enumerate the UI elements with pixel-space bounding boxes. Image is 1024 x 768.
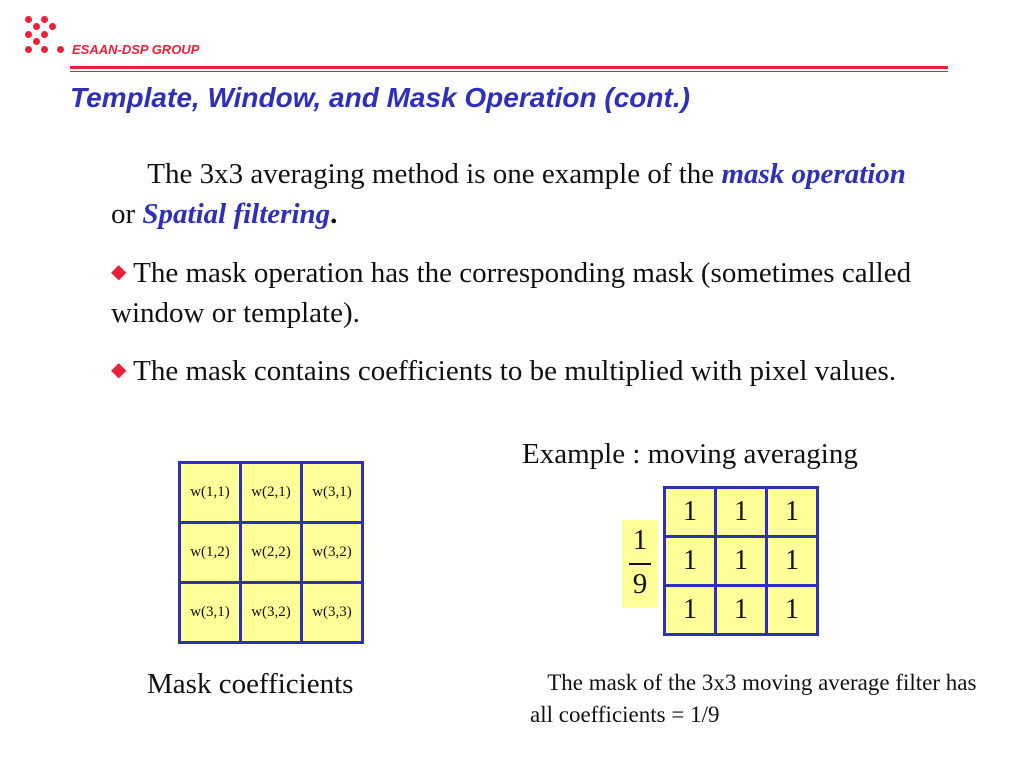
fraction-denominator: 9	[632, 568, 648, 600]
bullet-item	[111, 350, 971, 391]
term-spatial-filtering: Spatial filtering	[142, 198, 331, 230]
grid-cell: 1	[767, 537, 818, 586]
grid-row	[665, 488, 818, 537]
grid-cell: 1	[716, 488, 767, 537]
grid-cell: w(3,1)	[180, 583, 241, 643]
grid-cell: w(2,2)	[241, 523, 302, 583]
grid-cell: 1	[767, 488, 818, 537]
grid-cell: w(3,1)	[302, 463, 363, 523]
grid-cell: 1	[665, 488, 716, 537]
intro-paragraph	[111, 154, 931, 234]
red-dot-cluster-icon	[22, 16, 66, 56]
slide-title: Template, Window, and Mask Operation (cont.)	[70, 82, 690, 113]
header-rule	[70, 66, 948, 69]
bullet-item	[111, 252, 981, 333]
grid-cell: w(1,1)	[180, 463, 241, 523]
bullet-text: The mask operation has the corresponding mask (sometimes called window or template).	[111, 257, 912, 329]
intro-mid: or	[111, 198, 143, 230]
grid-cell: w(3,3)	[302, 583, 363, 643]
example-note-text: The mask of the 3x3 moving average filter has all coefficients = 1/9	[530, 670, 977, 727]
moving-average-grid	[663, 486, 819, 636]
grid-cell: 1	[665, 537, 716, 586]
red-diamond-bullet-icon: ◆	[111, 261, 127, 283]
grid-cell: 1	[716, 537, 767, 586]
grid-cell: w(3,2)	[241, 583, 302, 643]
header-rule-thin	[70, 71, 948, 72]
grid-cell: 1	[767, 586, 818, 635]
grid-row	[180, 463, 363, 523]
grid-row	[665, 586, 818, 635]
example-note	[530, 667, 990, 731]
intro-end: .	[330, 198, 338, 230]
grid-row	[180, 523, 363, 583]
grid-cell: w(1,2)	[180, 523, 241, 583]
red-diamond-bullet-icon: ◆	[111, 359, 127, 381]
term-mask-operation: mask operation	[721, 158, 906, 190]
fraction-numerator: 1	[632, 524, 648, 556]
grid-cell: w(2,1)	[241, 463, 302, 523]
grid-row	[180, 583, 363, 643]
bullet-text: The mask contains coefficients to be multiplied with pixel values.	[133, 355, 897, 387]
one-ninth-fraction	[622, 520, 658, 608]
grid-cell: w(3,2)	[302, 523, 363, 583]
mask-coefficients-caption: Mask coefficients	[147, 668, 354, 700]
grid-cell: 1	[716, 586, 767, 635]
mask-coefficients-grid	[178, 461, 364, 644]
fraction-bar	[629, 563, 651, 565]
example-label: Example : moving averaging	[522, 438, 858, 470]
grid-row	[665, 537, 818, 586]
brand-name: ESAAN-DSP GROUP	[72, 42, 200, 57]
intro-lead: The 3x3 averaging method is one example of the	[147, 158, 722, 190]
grid-cell: 1	[665, 586, 716, 635]
